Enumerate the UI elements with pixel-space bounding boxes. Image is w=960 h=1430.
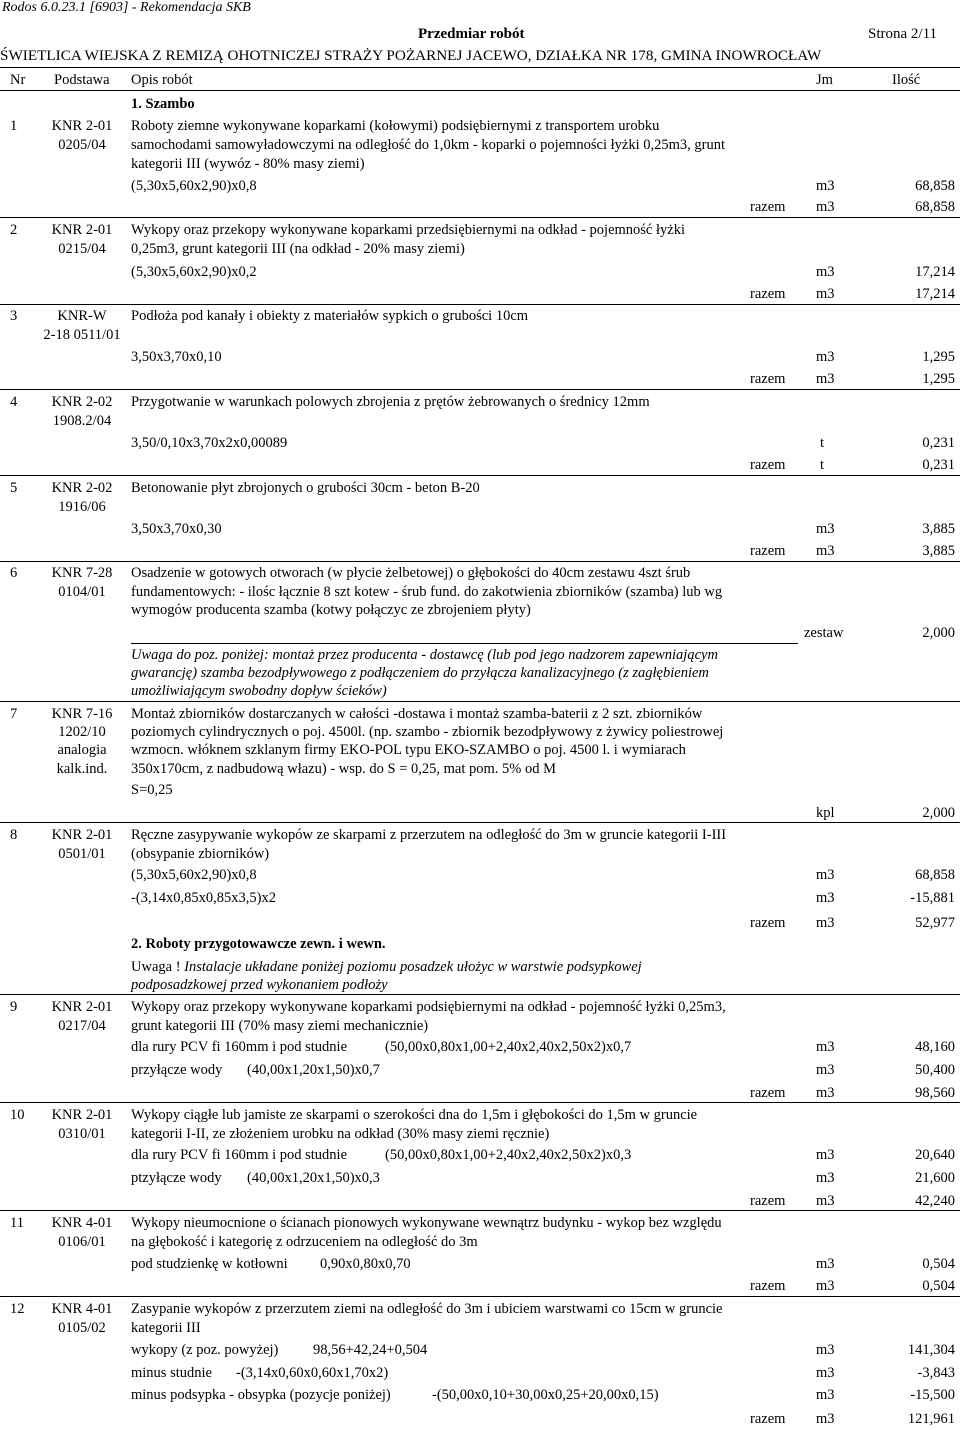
col-unit: Jm [816,72,833,88]
item-description: Roboty ziemne wykonywane koparkami (kołowymi) podsiębiernymi z transportem urobku [131,118,660,134]
note-warning-text: Instalacje układane poniżej poziomu posadzek ułożyc w warstwie podsypkowej [184,959,642,975]
item-quantity: 141,304 [907,1342,955,1358]
item-formula: -(3,14x0,60x0,60x1,70x2) [236,1365,389,1381]
item-unit: m3 [816,1365,835,1381]
item-description: kategorii III [131,1320,201,1336]
note-text: Uwaga do poz. poniżej: montaż przez producenta - dostawcę (lub pod jego nadzorem zapewniającym [131,647,718,663]
item-unit: m3 [816,264,835,280]
item-basis: kalk.ind. [56,761,108,777]
item-quantity: -15,881 [910,890,955,906]
item-number: 9 [10,999,18,1015]
note-text: gwarancję) szamba bezodpływowego z podłączeniem do przyłącza kanalizacyjnego (z zagłębieniem [131,665,709,681]
item-number: 1 [10,118,18,134]
sum-label: razem [750,1085,786,1101]
item-number: 10 [10,1107,25,1123]
item-description: Wykopy oraz przekopy wykonywane koparkami podsiębiernymi na odkład - pojemność łyżki 0,25m3, [131,999,726,1015]
item-formula: (5,30x5,60x2,90)x0,2 [131,264,257,280]
row-divider [0,304,960,305]
item-formula: (5,30x5,60x2,90)x0,8 [131,178,257,194]
item-formula-label: wykopy (z poz. powyżej) [131,1342,279,1358]
project-name: ŚWIETLICA WIEJSKA Z REMIZĄ OHOTNICZEJ STRAŻY POŻARNEJ JACEWO, DZIAŁKA NR 178, GMINA INOWROCŁAW [0,47,822,64]
sum-label: razem [750,543,786,559]
item-unit: m3 [816,1342,835,1358]
item-quantity: 17,214 [915,264,955,280]
item-quantity: 68,858 [915,867,955,883]
sum-unit: m3 [816,371,835,387]
item-number: 4 [10,394,18,410]
item-basis: 1916/06 [58,499,106,515]
sum-quantity: 68,858 [915,199,955,215]
item-description: samochodami samowyładowczymi na odległość do 1,0km - koparki o pojemności łyżki 0,25m3, grunt [131,137,725,153]
item-formula: 3,50x3,70x0,30 [131,521,222,537]
item-basis: 0205/04 [58,137,106,153]
item-formula: 0,90x0,80x0,70 [320,1256,411,1272]
item-unit: m3 [816,521,835,537]
item-number: 12 [10,1301,25,1317]
item-unit: kpl [816,805,835,821]
item-basis: KNR 4-01 [51,1301,113,1317]
item-formula-label: minus studnie [131,1365,212,1381]
note-divider [131,643,798,644]
row-divider [0,1102,960,1103]
item-quantity: 48,160 [915,1039,955,1055]
row-divider [0,561,960,562]
item-unit: m3 [816,1147,835,1163]
item-description: Osadzenie w gotowych otworach (w płycie żelbetowej) o głębokości do 40cm zestawu 4szt śrub [131,565,691,581]
item-description: fundamentowych: - ilośc łącznie 8 szt kotew - śrub fund. do zakotwienia zbiorników (szamba) lub wg [131,584,723,600]
item-formula: (50,00x0,80x1,00+2,40x2,40x2,50x2)x0,7 [385,1039,632,1055]
item-number: 2 [10,222,18,238]
sum-quantity: 0,504 [922,1278,955,1294]
item-quantity: 21,600 [915,1170,955,1186]
section-title: 1. Szambo [131,96,195,112]
item-formula: 3,50/0,10x3,70x2x0,00089 [131,435,288,451]
item-unit: m3 [816,890,835,906]
row-divider [0,822,960,823]
header-divider [0,67,960,68]
columns-divider [0,90,960,91]
item-formula: (40,00x1,20x1,50)x0,3 [247,1170,380,1186]
item-quantity: 68,858 [915,178,955,194]
item-basis: KNR 2-01 [51,827,113,843]
item-description: 350x170cm, z nadbudową włazu) - wsp. do S = 0,25, mat pom. 5% od M [131,761,556,777]
sum-unit: t [820,457,825,473]
item-basis: 1908.2/04 [52,413,112,429]
sum-unit: m3 [816,286,835,302]
sum-label: razem [750,286,786,302]
sum-label: razem [750,1278,786,1294]
item-description: Wykopy oraz przekopy wykonywane koparkami przedsiębiernymi na odkład - pojemność łyżki [131,222,685,238]
item-basis: 0104/01 [58,584,106,600]
item-number: 7 [10,706,18,722]
sum-unit: m3 [816,1278,835,1294]
item-description: kategorii III (wywóz - 80% masy ziemi) [131,156,365,172]
item-formula: 98,56+42,24+0,504 [313,1342,428,1358]
item-basis: 2-18 0511/01 [43,327,121,343]
item-description: 0,25m3, grunt kategorii III (na odkład - 20% masy ziemi) [131,241,465,257]
sum-label: razem [750,1411,786,1427]
item-basis: KNR 2-02 [51,394,113,410]
item-number: 8 [10,827,18,843]
sum-label: razem [750,371,786,387]
row-divider [0,389,960,390]
row-divider [0,1296,960,1297]
sum-quantity: 3,885 [922,543,955,559]
item-quantity: 1,295 [922,349,955,365]
item-number: 3 [10,308,18,324]
item-quantity: 0,504 [922,1256,955,1272]
sum-quantity: 0,231 [922,457,955,473]
item-quantity: 50,400 [915,1062,955,1078]
sum-label: razem [750,915,786,931]
row-divider [0,1210,960,1211]
item-description: wymogów producenta szamba (kotwy połączyc ze zbrojeniem płyty) [131,602,531,618]
item-description: Montaż zbiorników dostarczanych w całości -dostawa i montaż szamba-baterii z 2 szt. zbiorników [131,706,703,722]
item-formula-label: dla rury PCV fi 160mm i pod studnie [131,1147,348,1163]
item-formula: (50,00x0,80x1,00+2,40x2,40x2,50x2)x0,3 [385,1147,632,1163]
item-unit: m3 [816,1039,835,1055]
item-basis: 0310/01 [58,1126,106,1142]
col-description: Opis robót [131,72,193,88]
item-quantity: 2,000 [922,625,955,641]
item-formula-label: pod studzienkę w kotłowni [131,1256,288,1272]
sum-unit: m3 [816,1085,835,1101]
section-title: 2. Roboty przygotowawcze zewn. i wewn. [131,936,386,952]
item-unit: m3 [816,1062,835,1078]
sum-unit: m3 [816,1193,835,1209]
item-number: 11 [10,1215,24,1231]
item-formula: -(3,14x0,85x0,85x3,5)x2 [131,890,276,906]
item-basis: KNR 2-01 [51,118,113,134]
item-unit: m3 [816,867,835,883]
item-basis: KNR 4-01 [51,1215,113,1231]
row-divider [0,701,960,702]
item-basis: KNR 2-02 [51,480,113,496]
item-description: Zasypanie wykopów z przerzutem ziemi na odległość do 3m i ubiciem warstwami co 15cm w gruncie [131,1301,723,1317]
document-title: Przedmiar robót [418,26,525,42]
item-unit: m3 [816,1387,835,1403]
sum-unit: m3 [816,543,835,559]
item-unit: t [820,435,825,451]
row-divider [0,475,960,476]
item-basis: 0501/01 [58,846,106,862]
item-formula: (40,00x1,20x1,50)x0,7 [247,1062,380,1078]
item-number: 6 [10,565,18,581]
item-basis: analogia [57,742,107,758]
row-divider [0,217,960,218]
item-formula-label: minus podsypka - obsypka (pozycje poniżej) [131,1387,391,1403]
sum-quantity: 52,977 [915,915,955,931]
item-quantity: -3,843 [917,1365,955,1381]
item-formula: S=0,25 [131,782,173,798]
item-quantity: 2,000 [922,805,955,821]
item-number: 5 [10,480,18,496]
item-description: na głębokość i kategorię z odrzuceniem na odległość do 3m [131,1234,478,1250]
item-basis: 1202/10 [58,724,106,740]
note-text [131,958,642,976]
sum-quantity: 1,295 [922,371,955,387]
item-basis: KNR 7-28 [51,565,113,581]
item-description: Betonowanie płyt zbrojonych o grubości 30cm - beton B-20 [131,480,480,496]
item-formula: 3,50x3,70x0,10 [131,349,222,365]
item-basis: KNR 2-01 [51,999,113,1015]
item-description: kategorii I-II, ze złożeniem urobku na odkład (30% masy ziemi ręcznie) [131,1126,550,1142]
col-basis: Podstawa [54,72,110,88]
note-warning-label: Uwaga ! [131,959,185,975]
sum-quantity: 98,560 [915,1085,955,1101]
item-unit: m3 [816,1170,835,1186]
item-basis: KNR 2-01 [51,222,113,238]
page-number: Strona 2/11 [868,26,938,42]
sum-unit: m3 [816,199,835,215]
note-text: umożliwiającym swobodny dopływ ścieków) [131,683,387,699]
item-description: grunt kategorii III (70% masy ziemi mechanicznie) [131,1018,429,1034]
item-description: wzmocn. włóknem szklanym firmy EKO-POL typu EKO-SZAMBO o poj. 4500 l. i wymiarach [131,742,686,758]
item-basis: 0105/02 [58,1320,106,1336]
item-basis: 0217/04 [58,1018,106,1034]
item-description: Wykopy ciągłe lub jamiste ze skarpami o szerokości dna do 1,5m i głębokości do 1,5m w gruncie [131,1107,698,1123]
row-divider [0,994,960,995]
item-basis: KNR 7-16 [51,706,113,722]
item-basis: KNR 2-01 [51,1107,113,1123]
sum-quantity: 121,961 [907,1411,955,1427]
sum-quantity: 42,240 [915,1193,955,1209]
item-unit: m3 [816,1256,835,1272]
item-formula: -(50,00x0,10+30,00x0,25+20,00x0,15) [432,1387,659,1403]
item-formula-label: dla rury PCV fi 160mm i pod studnie [131,1039,348,1055]
sum-unit: m3 [816,1411,835,1427]
item-description: Podłoża pod kanały i obiekty z materiałów sypkich o grubości 10cm [131,308,529,324]
item-quantity: 20,640 [915,1147,955,1163]
sum-quantity: 17,214 [915,286,955,302]
item-description: Wykopy nieumocnione o ścianach pionowych wykonywane wewnątrz budynku - wykop bez względu [131,1215,722,1231]
item-unit: m3 [816,349,835,365]
sum-label: razem [750,199,786,215]
item-basis: KNR-W [57,308,107,324]
item-quantity: -15,500 [910,1387,955,1403]
item-description: Ręczne zasypywanie wykopów ze skarpami z przerzutem na odległość do 3m w gruncie kategorii I-III [131,827,727,843]
item-unit: m3 [816,178,835,194]
item-formula-label: przyłącze wody [131,1062,223,1078]
item-description: Przygotwanie w warunkach polowych zbrojenia z prętów żebrowanych o średnicy 12mm [131,394,650,410]
item-unit: zestaw [804,625,844,641]
sum-label: razem [750,1193,786,1209]
note-text: podposadzkowej przed wykonaniem podłoży [131,977,388,993]
item-formula-label: ptzyłącze wody [131,1170,222,1186]
item-quantity: 3,885 [922,521,955,537]
item-formula: (5,30x5,60x2,90)x0,8 [131,867,257,883]
item-basis: 0215/04 [58,241,106,257]
app-version-line: Rodos 6.0.23.1 [6903] - Rekomendacja SKB [2,0,251,15]
item-description: poziomych cylindrycznych o poj. 4500l. (np. szambo - zbiornik bezodpływowy z żywicy poliestrowej [131,724,724,740]
item-quantity: 0,231 [922,435,955,451]
item-basis: 0106/01 [58,1234,106,1250]
sum-unit: m3 [816,915,835,931]
sum-label: razem [750,457,786,473]
col-quantity: Ilość [892,72,921,88]
item-description: (obsypanie zbiorników) [131,846,270,862]
col-nr: Nr [10,72,26,88]
